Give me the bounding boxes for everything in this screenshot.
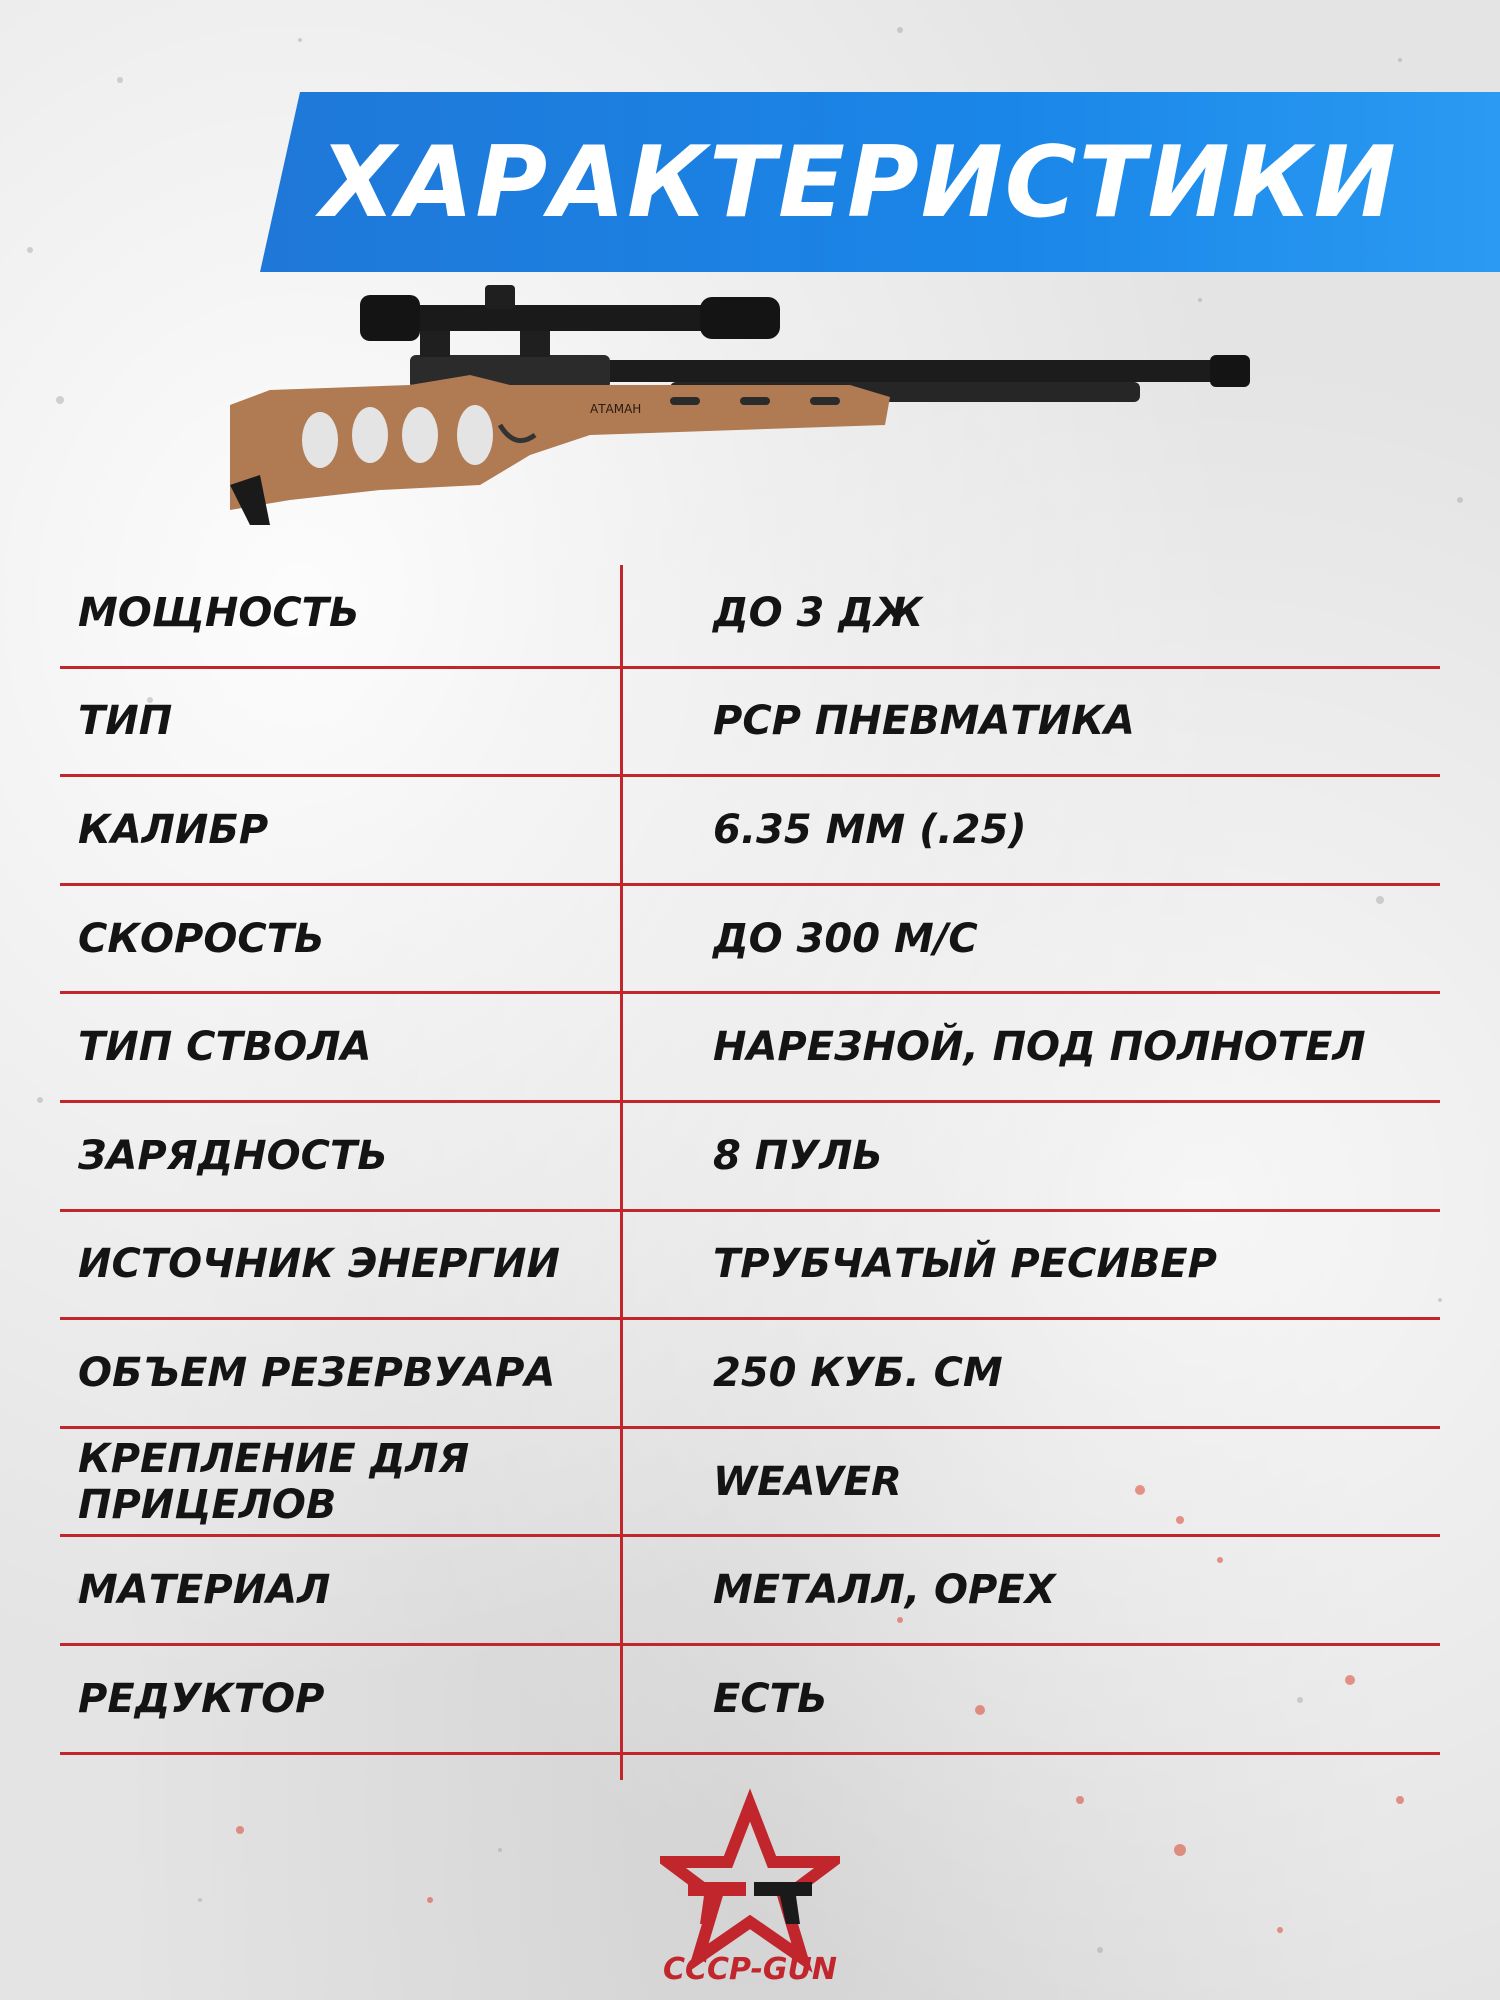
rifle-icon <box>230 285 1290 525</box>
spec-label: МОЩНОСТЬ <box>78 589 360 636</box>
table-row <box>60 1103 1440 1212</box>
spec-value: PCP ПНЕВМАТИКА <box>713 698 1135 745</box>
spec-value: ДО 300 М/С <box>713 915 978 962</box>
spec-label: КАЛИБР <box>78 806 269 853</box>
spec-value: 6.35 ММ (.25) <box>713 806 1027 853</box>
spec-value: 8 ПУЛЬ <box>713 1132 883 1179</box>
spec-label: ТИП <box>78 698 173 745</box>
spec-value: ДО 3 ДЖ <box>713 589 923 636</box>
table-row <box>60 560 1440 669</box>
table-row <box>60 669 1440 778</box>
rifle-engraving: АТАМАН <box>590 402 642 416</box>
spec-label: КРЕПЛЕНИЕ ДЛЯ ПРИЦЕЛОВ <box>78 1435 470 1528</box>
spec-label: МАТЕРИАЛ <box>78 1567 331 1614</box>
spec-value: МЕТАЛЛ, ОРЕХ <box>713 1567 1056 1614</box>
spec-label: ЗАРЯДНОСТЬ <box>78 1132 388 1179</box>
table-row <box>60 1320 1440 1429</box>
page-title: ХАРАКТЕРИСТИКИ <box>320 126 1398 240</box>
table-row <box>60 1429 1440 1538</box>
table-row <box>60 1212 1440 1321</box>
spec-value: WEAVER <box>713 1458 902 1505</box>
table-row <box>60 994 1440 1103</box>
spec-value: 250 КУБ. СМ <box>713 1349 1003 1396</box>
table-row <box>60 777 1440 886</box>
specs-table <box>60 560 1440 1755</box>
spec-label: РЕДУКТОР <box>78 1675 325 1722</box>
table-row <box>60 1537 1440 1646</box>
spec-label: ТИП СТВОЛА <box>78 1024 372 1071</box>
spec-value: ТРУБЧАТЫЙ РЕСИВЕР <box>713 1241 1217 1288</box>
table-row <box>60 1646 1440 1755</box>
spec-label: СКОРОСТЬ <box>78 915 325 962</box>
spec-label: ИСТОЧНИК ЭНЕРГИИ <box>78 1241 560 1288</box>
spec-label: ОБЪЕМ РЕЗЕРВУАРА <box>78 1349 556 1396</box>
table-row <box>60 886 1440 995</box>
spec-value: НАРЕЗНОЙ, ПОД ПОЛНОТЕЛ <box>713 1024 1366 1071</box>
brand-logo-text: CCCP-GUN <box>662 1952 838 1987</box>
spec-value: ЕСТЬ <box>713 1675 828 1722</box>
